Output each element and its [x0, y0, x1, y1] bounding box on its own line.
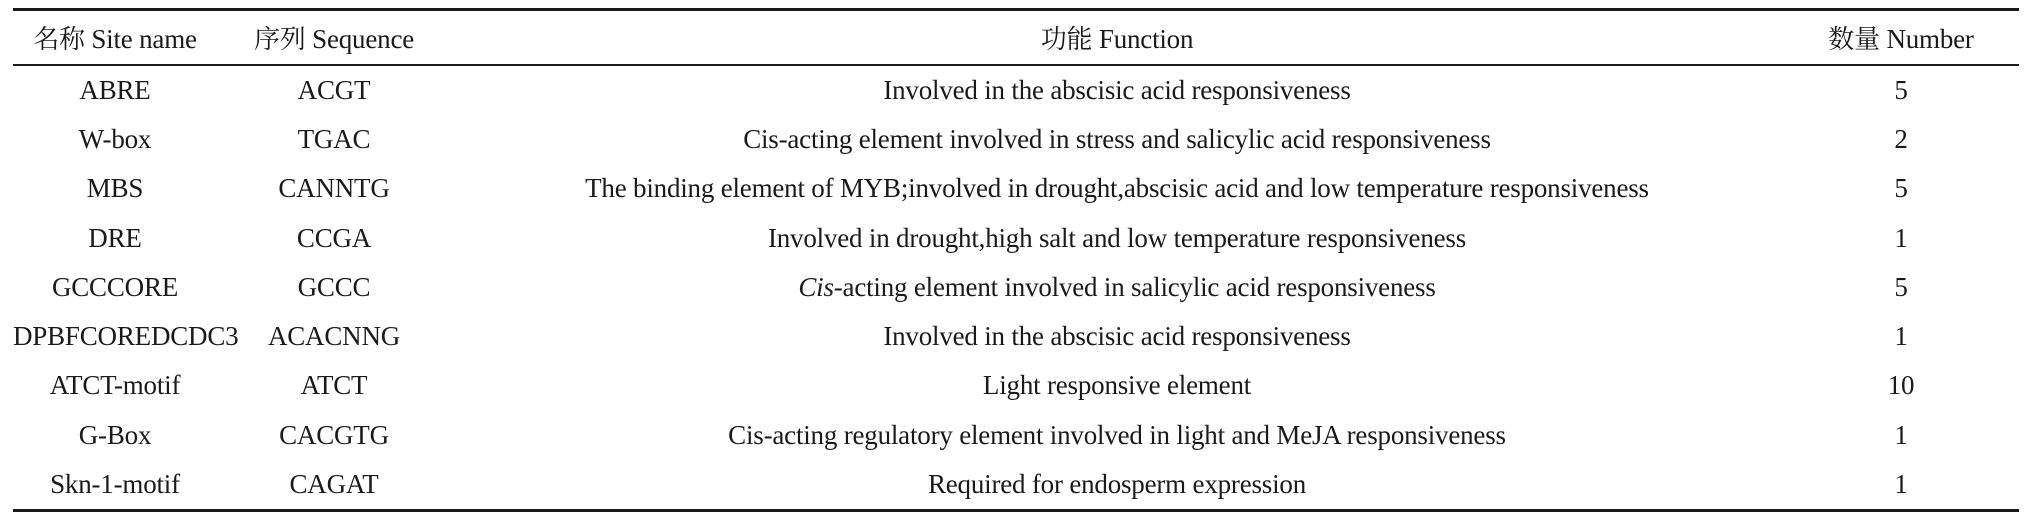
cell-function	[451, 460, 1783, 509]
cell-sequence: CANNTG	[278, 173, 390, 204]
cell-function-text: Required for endosperm expression	[927, 469, 1307, 500]
cell-function	[451, 411, 1783, 460]
table-row	[13, 263, 2019, 312]
table-row	[13, 213, 2019, 262]
cell-site-name: GCCCORE	[51, 271, 179, 302]
cell-site-name: ABRE	[79, 74, 151, 105]
header-site-name-en: Site name	[91, 24, 197, 54]
cell-function	[451, 312, 1783, 361]
cell-function	[451, 263, 1783, 312]
header-site-name-zh: 名称	[33, 25, 85, 55]
cell-site-name: DRE	[88, 222, 142, 253]
cell-sequence: CACGTG	[279, 419, 389, 450]
table-row	[13, 460, 2019, 509]
header-sequence-en: Sequence	[312, 24, 415, 54]
header-number	[1783, 11, 2019, 64]
table-row	[13, 164, 2019, 213]
header-function-en: Function	[1098, 24, 1194, 54]
cell-function-text: Involved in the abscisic acid responsiveness	[883, 321, 1351, 352]
cell-function	[451, 115, 1783, 164]
cell-sequence: ATCT	[300, 370, 368, 401]
cell-function-text: Light responsive element	[982, 370, 1252, 401]
cell-number: 10	[1887, 370, 1915, 401]
cell-sequence: GCCC	[297, 271, 371, 302]
cell-function-text: Cis-acting element involved in stress and salicylic acid responsiveness	[743, 123, 1491, 154]
cell-site-name: ATCT-motif	[49, 370, 181, 401]
cell-site-name: DPBFCOREDCDC3	[13, 321, 239, 352]
cell-number: 5	[1894, 74, 1908, 105]
cell-function	[451, 213, 1783, 262]
cell-site-name: W-box	[78, 123, 152, 154]
cis-element-table-body	[13, 66, 2019, 510]
table-body	[13, 66, 2019, 510]
header-sequence-zh: 序列	[253, 25, 306, 55]
cell-site-name: MBS	[86, 173, 144, 204]
header-function-zh: 功能	[1040, 25, 1093, 55]
cell-function-text: The binding element of MYB;involved in drought,abscisic acid and low temperature responsiveness	[585, 173, 1649, 204]
cell-function-text: -acting element involved in salicylic acid responsiveness	[833, 271, 1436, 302]
cell-number: 5	[1894, 271, 1908, 302]
table-row	[13, 361, 2019, 410]
table-row	[13, 115, 2019, 164]
cell-function	[451, 164, 1783, 213]
cell-function	[451, 361, 1783, 410]
cell-number: 1	[1894, 419, 1908, 450]
cell-site-name: G-Box	[78, 419, 152, 450]
cis-element-table	[13, 11, 2019, 64]
cell-function	[451, 66, 1783, 115]
header-sequence	[217, 11, 451, 64]
cell-function-text: Cis-acting regulatory element involved in light and MeJA responsiveness	[728, 419, 1506, 450]
header-row	[13, 11, 2019, 64]
data-table	[13, 8, 2019, 512]
cell-number: 1	[1894, 321, 1908, 352]
cell-number: 5	[1894, 173, 1908, 204]
cell-sequence: ACGT	[297, 74, 371, 105]
cell-sequence: TGAC	[297, 123, 371, 154]
cell-site-name: Skn-1-motif	[50, 469, 180, 500]
table-header	[13, 11, 2019, 64]
header-site-name	[13, 11, 217, 64]
cell-function-italic: Cis	[798, 271, 834, 302]
table-row	[13, 66, 2019, 115]
cell-number: 2	[1894, 123, 1908, 154]
table-row	[13, 411, 2019, 460]
cell-sequence: CAGAT	[289, 469, 379, 500]
cell-function-text: Involved in drought,high salt and low temperature responsiveness	[767, 222, 1467, 253]
cell-sequence: CCGA	[296, 222, 372, 253]
cell-number: 1	[1894, 222, 1908, 253]
table-row	[13, 312, 2019, 361]
cell-number: 1	[1894, 469, 1908, 500]
header-number-zh: 数量	[1828, 25, 1880, 55]
cell-sequence: ACACNNG	[267, 321, 401, 352]
cell-function-text: Involved in the abscisic acid responsiveness	[883, 74, 1351, 105]
header-function	[451, 11, 1783, 64]
header-number-en: Number	[1886, 24, 1974, 54]
